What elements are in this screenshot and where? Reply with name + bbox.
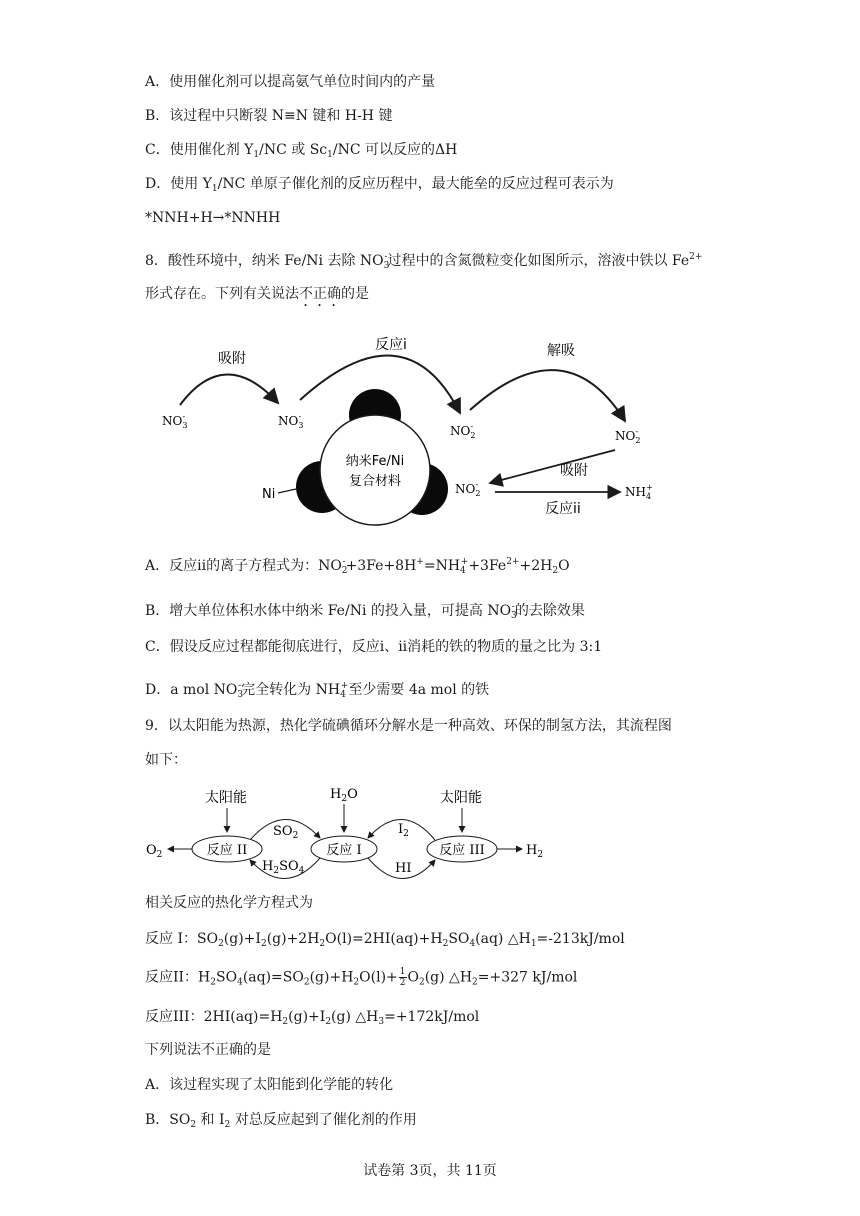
q7-option-d-line2: *NNH+H→*NNHH (145, 210, 281, 226)
q9-question: 下列说法不正确的是 (145, 1042, 271, 1058)
svg-text:NO2-: $NO_2-$ (455, 480, 481, 498)
label-adsorb-2: 吸附 (560, 463, 588, 479)
q9-sulfur-iodine-flowchart (140, 780, 560, 880)
center-label-2: 复合材料 (348, 474, 402, 489)
page-footer: 试卷第 3页，共 11页 (363, 1163, 497, 1179)
q8-option-c: C．假设反应过程都能彻底进行，反应i、ii消耗的铁的物质的量之比为 3:1 (145, 639, 603, 655)
svg-text:NO3-: $NO_3-$ (162, 412, 188, 430)
q7-option-c: C．使用催化剂 $Y_1/NC$ 或 $Sc_1/NC$ 可以反应的ΔH (145, 142, 458, 160)
one-half-fraction: $\frac{1}{2}$ (399, 967, 406, 988)
o2-label: $O_2$ (146, 843, 163, 860)
svg-text:反应 I: 反应 I (326, 843, 362, 858)
species-no3-adsorbed (278, 412, 303, 430)
q9-equation-3: 反应III：$2HI(aq)=H_2(g)+I_2(g)$ $\triangle H_3=+172kJ$/mol (145, 1009, 480, 1027)
q7-option-d: D．使用 $Y_1/NC$ 单原子催化剂的反应历程中，最大能垒的反应过程可表示为 (145, 176, 614, 194)
q8-option-a: A．反应ii的离子方程式为：$NO_2^-+3Fe+8H^+=NH_4^++3Fe^{2+}+2H_2O$ (145, 557, 570, 576)
q8-nanofe-diagram (150, 325, 670, 530)
q9-stem-line1: 9．以太阳能为热源，热化学硫碘循环分解水是一种高效、环保的制氢方法，其流程图 (145, 718, 672, 734)
emphasis-not-correct: 不正确 (299, 286, 341, 302)
label-desorb: 解吸 (547, 343, 575, 359)
svg-text:反应 III: 反应 III (439, 843, 485, 858)
q7-option-b: B．该过程中只断裂 N≡N 键和 H-H 键 (145, 108, 393, 124)
q9-equation-1: 反应 I：$SO_2(g)+I_2(g)+2H_2O(l)=2HI(aq)+H_2SO_4(aq)$ $\triangle H_1=-213kJ$/mol (145, 931, 625, 949)
q9-option-b: B．$SO_2$ 和 $I_2$ 对总反应起到了催化剂的作用 (145, 1112, 417, 1130)
q8-option-b: B．增大单位体积水体中纳米 Fe/Ni 的投入量，可提高 $NO_3^-$的去除效果 (145, 602, 585, 621)
center-label-1: 纳米Fe/Ni (345, 454, 405, 469)
adsorb-arc-1 (180, 374, 278, 405)
solar-label-left: 太阳能 (205, 790, 247, 806)
solar-label-right: 太阳能 (440, 790, 482, 806)
desorb-arc (470, 370, 625, 421)
h2o-label: $H_2O$ (330, 787, 358, 804)
fe-ni-composite (320, 415, 430, 525)
ni-label: Ni (262, 487, 276, 502)
q8-stem-line2: 形式存在。下列有关说法不正确的是 (145, 286, 369, 302)
so2-label: $SO_2$ (273, 824, 299, 841)
species-nh4 (625, 483, 653, 501)
q8-option-d: D．a mol $NO_3^-$完全转化为 $NH_4^+$至少需要 4a mol 的铁 (145, 681, 490, 700)
species-no3-solution (162, 412, 187, 430)
ni-pointer (278, 489, 296, 493)
species-no2-adsorbed (450, 422, 475, 440)
h2so4-label: $H_2SO_4$ (262, 859, 305, 876)
h2-label: $H_2$ (526, 843, 544, 860)
svg-text:NO2-: $NO_2-$ (615, 427, 641, 445)
hi-label: HI (395, 861, 412, 876)
svg-text:NO3-: $NO_3-$ (278, 412, 304, 430)
q7-option-a: A．使用催化剂可以提高氨气单位时间内的产量 (145, 74, 436, 90)
adsorb-arrow-2 (490, 450, 615, 483)
q9-equation-2: 反应II：$H_2SO_4(aq)=SO_2(g)+H_2O(l)+$ $\frac{1}{2}$ $O_2(g)$ $\triangle H_2=+327$ kJ/mol (145, 967, 578, 988)
label-react-i: 反应i (375, 337, 407, 353)
label-adsorb-1: 吸附 (218, 351, 246, 367)
svg-text:反应 II: 反应 II (206, 843, 248, 858)
species-no2-solution (615, 427, 640, 445)
svg-text:NO2-: $NO_2-$ (450, 422, 476, 440)
q8-stem-line1: 8．酸性环境中，纳米 Fe/Ni 去除 $NO_3^-$过程中的含氮微粒变化如图所示，溶液中铁以 $Fe^{2+}$ (145, 252, 703, 271)
q9-option-a: A．该过程实现了太阳能到化学能的转化 (145, 1077, 394, 1093)
i2-label: $I_2$ (398, 822, 409, 839)
species-no2-readsorbed (455, 480, 480, 498)
q9-equation-intro: 相关反应的热化学方程式为 (145, 895, 313, 911)
svg-text:NH4+: $NH_4+$ (625, 483, 653, 501)
label-react-ii: 反应ii (545, 501, 581, 517)
q9-stem-line2: 如下： (145, 752, 187, 768)
